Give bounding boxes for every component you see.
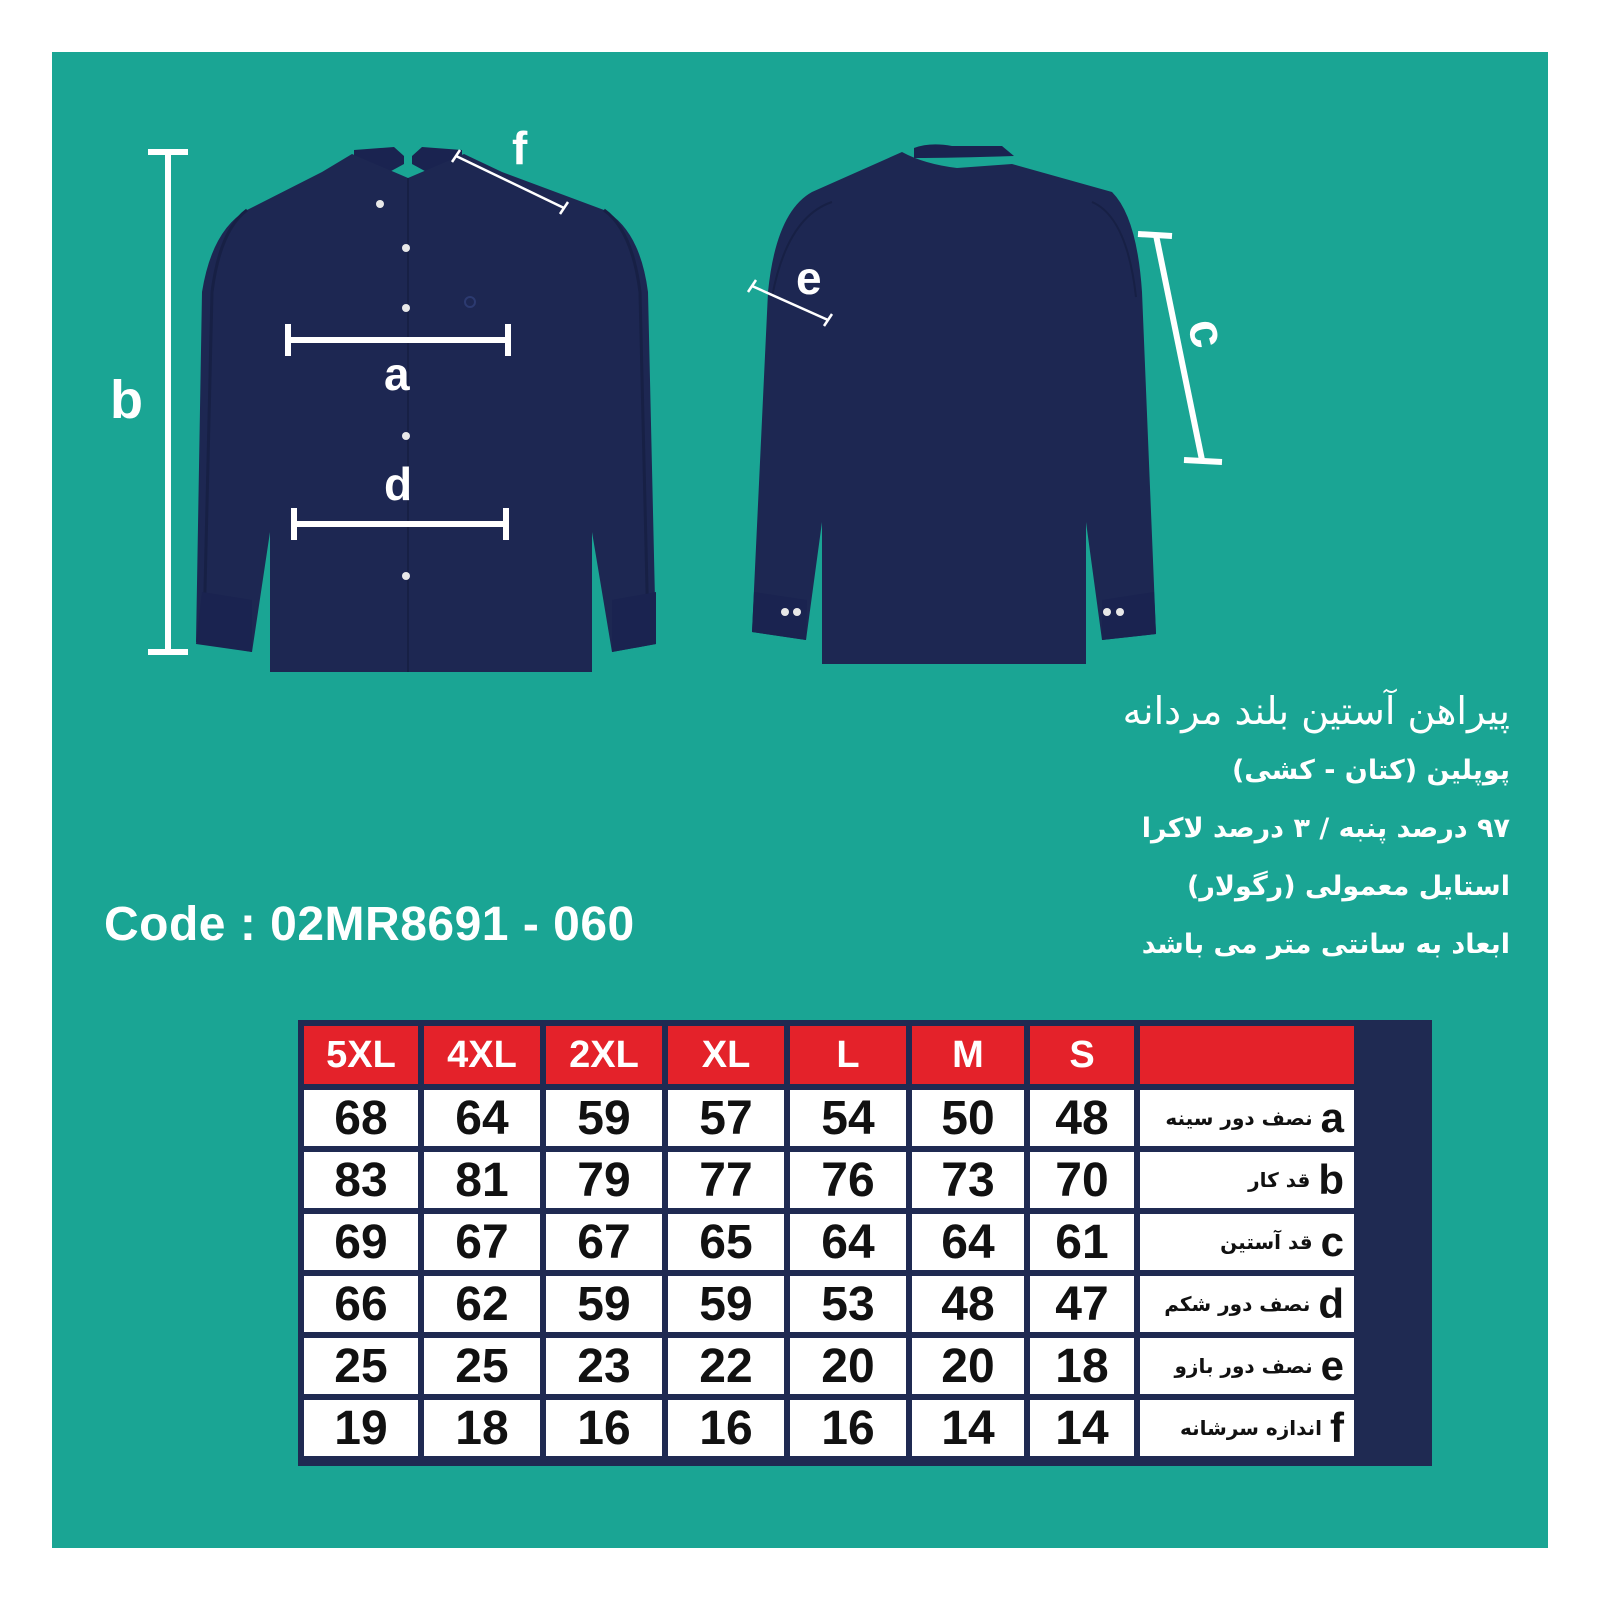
measurement-letter: a <box>1320 1094 1344 1141</box>
label-f: f <box>512 122 528 174</box>
measurement-name: نصف دور سینه <box>1165 1106 1313 1130</box>
value-a-5xl: 68 <box>304 1090 418 1146</box>
product-title: پیراهن آستین بلند مردانه <box>1122 689 1510 733</box>
size-header-4xl: 4XL <box>424 1026 540 1084</box>
value-b-l: 76 <box>790 1152 906 1208</box>
size-header-xl: XL <box>668 1026 784 1084</box>
fabric-composition: ۹۷ درصد پنبه / ۳ درصد لاکرا <box>1141 813 1510 844</box>
measurement-label-e <box>1140 1338 1354 1394</box>
front-shirt-image <box>196 147 656 672</box>
measurement-letter: c <box>1320 1218 1344 1265</box>
size-header-m: M <box>912 1026 1024 1084</box>
measurement-letter: d <box>1318 1280 1344 1327</box>
value-f-5xl: 19 <box>304 1400 418 1456</box>
size-header-l: L <box>790 1026 906 1084</box>
value-d-s: 47 <box>1030 1276 1134 1332</box>
value-a-l: 54 <box>790 1090 906 1146</box>
value-f-xl: 16 <box>668 1400 784 1456</box>
label-a: a <box>384 348 410 400</box>
value-a-xl: 57 <box>668 1090 784 1146</box>
value-a-s: 48 <box>1030 1090 1134 1146</box>
value-c-s: 61 <box>1030 1214 1134 1270</box>
measurement-label-b <box>1140 1152 1354 1208</box>
value-b-4xl: 81 <box>424 1152 540 1208</box>
value-c-l: 64 <box>790 1214 906 1270</box>
value-d-4xl: 62 <box>424 1276 540 1332</box>
measurement-name: اندازه سرشانه <box>1180 1416 1322 1440</box>
measurement-header <box>1140 1026 1354 1084</box>
measurement-label-d <box>1140 1276 1354 1332</box>
value-e-m: 20 <box>912 1338 1024 1394</box>
value-b-s: 70 <box>1030 1152 1134 1208</box>
value-c-m: 64 <box>912 1214 1024 1270</box>
value-c-5xl: 69 <box>304 1214 418 1270</box>
units-note: ابعاد به سانتی متر می باشد <box>1141 929 1510 960</box>
product-description <box>890 680 1510 974</box>
measurement-name: نصف دور شکم <box>1164 1292 1311 1316</box>
measurement-label-f <box>1140 1400 1354 1456</box>
value-f-4xl: 18 <box>424 1400 540 1456</box>
measurement-name: نصف دور بازو <box>1174 1354 1313 1378</box>
fabric-type: پوپلین (کتان - کشی) <box>1231 755 1510 786</box>
value-c-2xl: 67 <box>546 1214 662 1270</box>
fit-style: استایل معمولی (رگولار) <box>1187 871 1510 902</box>
measurement-label-a <box>1140 1090 1354 1146</box>
value-e-l: 20 <box>790 1338 906 1394</box>
back-shirt-image <box>752 144 1156 664</box>
value-e-4xl: 25 <box>424 1338 540 1394</box>
size-chart-table <box>298 1020 1432 1466</box>
value-c-4xl: 67 <box>424 1214 540 1270</box>
measurement-name: قد آستین <box>1220 1230 1313 1254</box>
value-f-s: 14 <box>1030 1400 1134 1456</box>
size-header-s: S <box>1030 1026 1134 1084</box>
value-f-2xl: 16 <box>546 1400 662 1456</box>
label-b: b <box>110 370 143 430</box>
value-e-s: 18 <box>1030 1338 1134 1394</box>
value-f-l: 16 <box>790 1400 906 1456</box>
value-b-5xl: 83 <box>304 1152 418 1208</box>
shirt-measurement-diagram <box>52 52 1548 772</box>
label-d: d <box>384 458 413 510</box>
size-guide-panel <box>52 52 1548 1548</box>
measurement-name: قد کار <box>1248 1168 1311 1192</box>
value-d-5xl: 66 <box>304 1276 418 1332</box>
size-header-5xl: 5XL <box>304 1026 418 1084</box>
measurement-letter: e <box>1320 1342 1344 1389</box>
measurement-letter: f <box>1330 1404 1344 1451</box>
label-c: c <box>1177 313 1238 353</box>
value-e-5xl: 25 <box>304 1338 418 1394</box>
product-code: Code : 02MR8691 - 060 <box>104 898 635 951</box>
value-b-m: 73 <box>912 1152 1024 1208</box>
value-c-xl: 65 <box>668 1214 784 1270</box>
measurement-label-c <box>1140 1214 1354 1270</box>
measurement-letter: b <box>1318 1156 1344 1203</box>
value-f-m: 14 <box>912 1400 1024 1456</box>
size-header-2xl: 2XL <box>546 1026 662 1084</box>
value-b-2xl: 79 <box>546 1152 662 1208</box>
value-d-xl: 59 <box>668 1276 784 1332</box>
value-d-l: 53 <box>790 1276 906 1332</box>
label-e: e <box>796 252 822 304</box>
value-d-m: 48 <box>912 1276 1024 1332</box>
value-e-xl: 22 <box>668 1338 784 1394</box>
value-b-xl: 77 <box>668 1152 784 1208</box>
value-a-2xl: 59 <box>546 1090 662 1146</box>
value-e-2xl: 23 <box>546 1338 662 1394</box>
value-a-m: 50 <box>912 1090 1024 1146</box>
value-a-4xl: 64 <box>424 1090 540 1146</box>
value-d-2xl: 59 <box>546 1276 662 1332</box>
